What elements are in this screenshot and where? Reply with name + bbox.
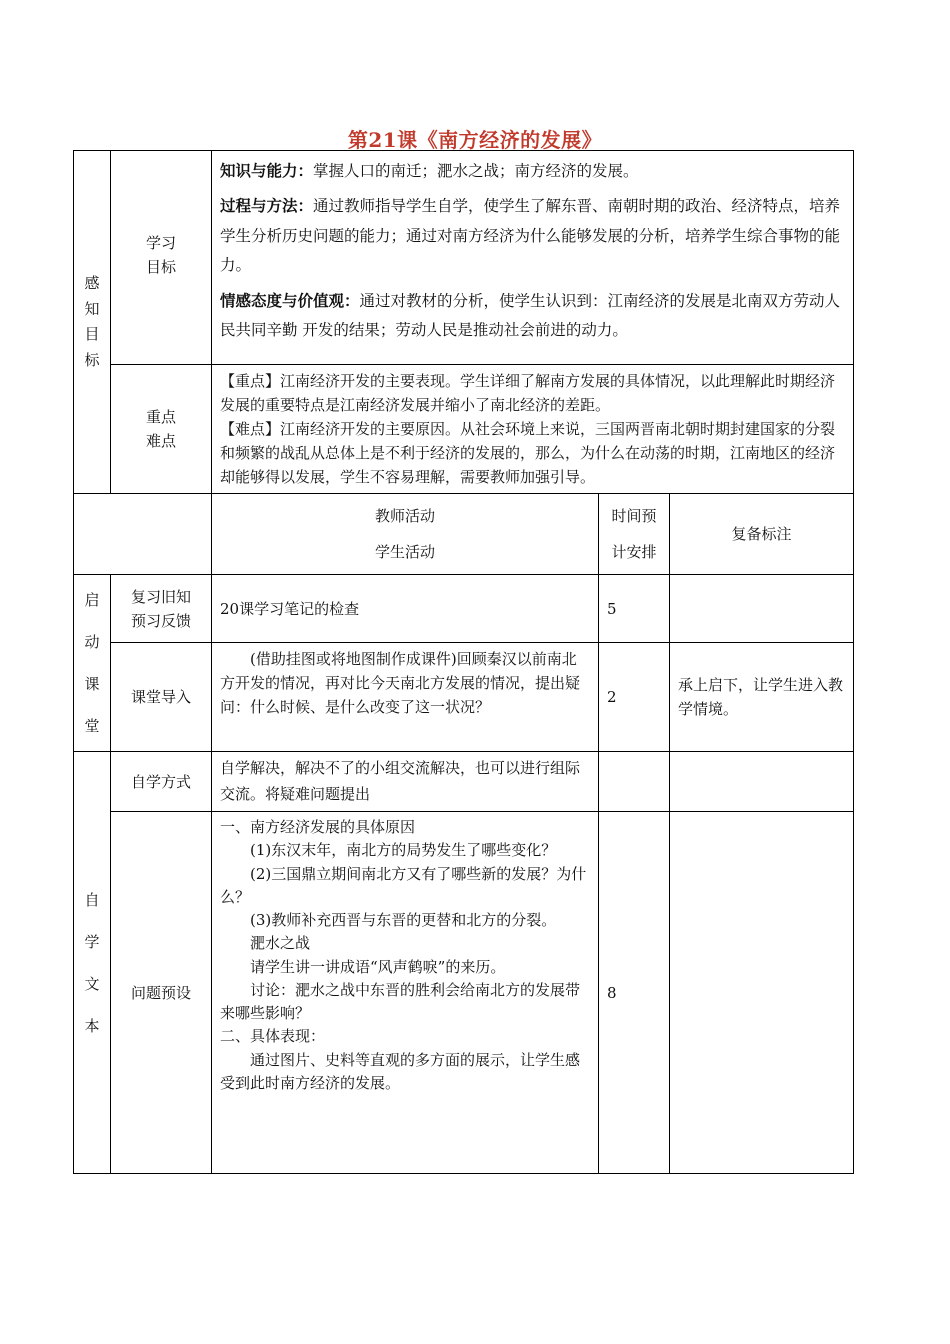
objective-process: 过程与方法：通过教师指导学生自学，使学生了解东晋、南朝时期的政治、经济特点，培养学生分析历史问题的能力；通过对南方经济为什么能够发展的分析，培养学生综合事物的能力。	[220, 197, 841, 275]
review-label: 复习旧知 预习反馈	[111, 575, 212, 643]
question-line: (1)东汉末年，南北方的局势发生了哪些变化？	[250, 841, 557, 860]
section-label-perceive: 感 知 目 标	[74, 151, 111, 494]
time-header: 时间预 计安排	[599, 494, 670, 575]
objectives-content	[212, 151, 854, 365]
question-line: 一、南方经济发展的具体原因	[220, 818, 416, 836]
questions-note	[670, 812, 854, 1174]
intro-time: 2	[599, 643, 670, 752]
review-content: 20课学习笔记的检查	[212, 575, 599, 643]
question-line: 请学生讲一讲成语“风声鹤唳”的来历。	[250, 957, 506, 976]
self-study-time	[599, 752, 670, 812]
question-line: 讨论：淝水之战中东晋的胜利会给南北方的发展带来哪些影响？	[220, 980, 581, 1022]
self-study-content: 自学解决，解决不了的小组交流解决，也可以进行组际交流。将疑难问题提出	[212, 752, 599, 812]
question-line: 二、具体表现：	[220, 1027, 326, 1046]
key-point: 【重点】江南经济开发的主要表现。学生详细了解南方发展的具体情况，以此理解此时期经济发展的重要特点是江南经济发展并缩小了南北经济的差距。	[220, 372, 836, 414]
activity-header: 教师活动 学生活动	[212, 494, 599, 575]
review-note	[670, 575, 854, 643]
page-title: 第21课《南方经济的发展》	[347, 128, 603, 152]
questions-time: 8	[599, 812, 670, 1174]
key-points-label: 重点 难点	[111, 365, 212, 494]
intro-note: 承上启下，让学生进入教学情境。	[670, 643, 854, 752]
notes-header: 复备标注	[670, 494, 854, 575]
question-line: 通过图片、史料等直观的多方面的展示，让学生感受到此时南方经济的发展。	[220, 1050, 581, 1092]
questions-label: 问题预设	[111, 812, 212, 1174]
activity-header-row	[74, 494, 854, 575]
section-label-start: 启动 课堂	[74, 575, 111, 752]
section-label-self-study: 自学 文本	[74, 752, 111, 1174]
self-study-row	[74, 752, 854, 812]
self-study-note	[670, 752, 854, 812]
lesson-plan-table	[73, 150, 854, 1174]
intro-content: (借助挂图或将地图制作成课件)回顾秦汉以前南北方开发的情况，再对比今天南北方发展的情况，提出疑问：什么时候、是什么改变了这一状况？	[212, 643, 599, 752]
questions-row	[74, 812, 854, 1174]
review-time: 5	[599, 575, 670, 643]
objectives-label: 学习 目标	[111, 151, 212, 365]
question-line: (3)教师补充西晋与东晋的更替和北方的分裂。	[250, 911, 557, 929]
question-line: 淝水之战	[250, 934, 311, 953]
question-line: (2)三国鼎立期间南北方又有了哪些新的发展？为什么？	[220, 864, 587, 906]
intro-label: 课堂导入	[111, 643, 212, 752]
difficult-point: 【难点】江南经济开发的主要原因。从社会环境上来说，三国两晋南北朝时期封建国家的分裂和频繁的战乱从总体上是不利于经济的发展的，那么，为什么在动荡的时期，江南地区的经济却能够得以发展，学生不容易理解，需要教师加强引导。	[220, 420, 836, 486]
review-row	[74, 575, 854, 643]
objectives-row	[74, 151, 854, 365]
questions-content	[212, 812, 599, 1174]
key-points-content	[212, 365, 854, 494]
objective-knowledge: 知识与能力：掌握人口的南迁；淝水之战；南方经济的发展。	[220, 162, 639, 180]
intro-row	[74, 643, 854, 752]
objective-attitude: 情感态度与价值观：通过对教材的分析，使学生认识到：江南经济的发展是北南双方劳动人民共同辛勤 开发的结果；劳动人民是推动社会前进的动力。	[220, 291, 841, 340]
self-study-label: 自学方式	[111, 752, 212, 812]
key-points-row	[74, 365, 854, 494]
